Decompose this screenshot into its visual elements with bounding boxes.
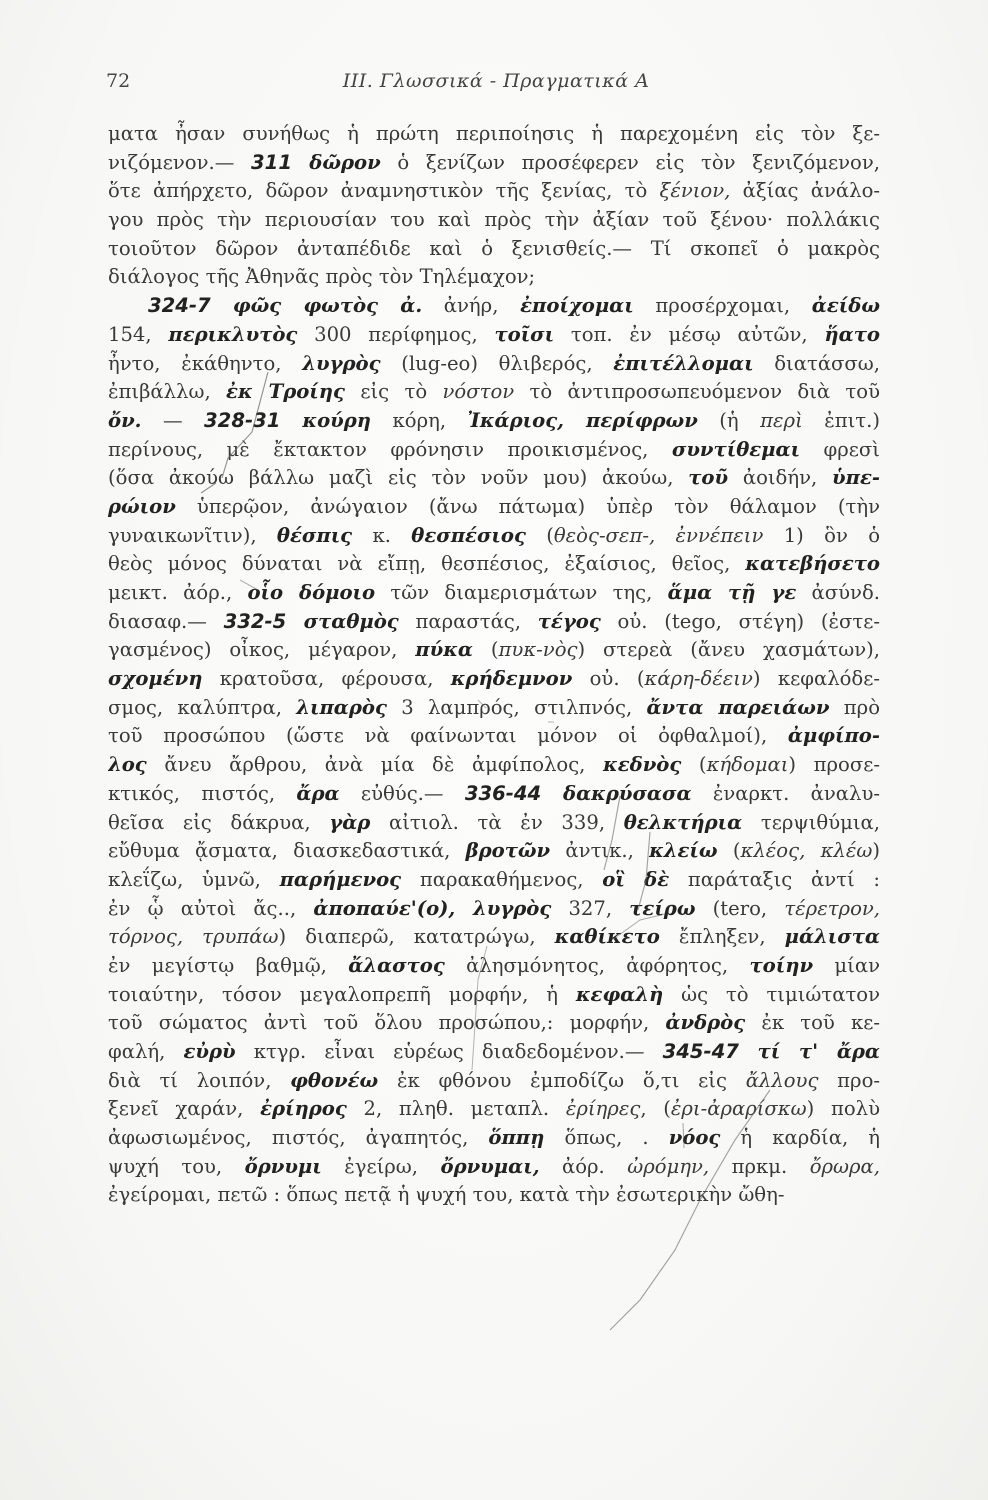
text-segment: κ. — [352, 523, 412, 547]
headword: δῶρον — [309, 150, 381, 174]
headword: κάρη-δέειν — [644, 667, 753, 691]
verse-reference: 324-7 — [148, 294, 233, 318]
headword: νόος — [668, 1126, 721, 1150]
headword: κλέος, κλέω — [740, 839, 873, 863]
text-segment: ) στερεὰ (ἄνευ χασμάτων), — [577, 638, 880, 662]
text-line — [108, 1038, 880, 1067]
text-segment: (ἡ — [697, 408, 761, 432]
commentary-text — [108, 120, 880, 1210]
headword: τοίην — [749, 953, 814, 977]
running-title: ΙΙΙ. Γλωσσικά - Πραγματικά Α — [342, 70, 650, 92]
text-segment: ἐκ τοῦ κε- — [745, 1011, 880, 1035]
text-segment: κρατοῦσα, φέρουσα, — [202, 667, 451, 691]
headword: ἄλαστος — [348, 953, 445, 977]
text-segment: εὔθυμα ᾄσματα, διασκεδαστικά, — [108, 839, 466, 863]
headword: ὄρνυμι — [244, 1154, 322, 1178]
text-segment: κτγρ. εἶναι εὑρέως διαδεδομένον.— — [235, 1040, 663, 1063]
headword: τέγος — [537, 609, 601, 633]
text-segment: αἰτιολ. τὰ ἐν 339, — [370, 810, 624, 834]
text-line — [108, 378, 880, 407]
text-segment: θεὸς μόνος δύναται νὰ εἴπῃ, θεσπέσιος, ἐξαίσιος, θεῖος, — [108, 552, 746, 576]
headword: θελκτήρια — [623, 810, 743, 834]
text-segment: ἀφωσιωμένος, πιστός, ἀγαπητός, — [108, 1126, 489, 1150]
text-segment: τοῦ προσώπου (ὥστε νὰ φαίνωνται μόνον οἱ ὀφθαλμοί), — [108, 724, 788, 748]
headword: μάλιστα — [784, 925, 880, 949]
headword: Ἰκάριος, περίφρων — [467, 408, 698, 432]
page-header — [106, 70, 886, 100]
text-segment: ( — [525, 523, 554, 547]
headword: ρώιον — [108, 494, 176, 518]
text-segment: μεικτ. ἀόρ., — [108, 581, 248, 604]
text-line — [108, 464, 880, 493]
text-segment: ( — [681, 753, 707, 777]
headword: κρήδεμνον — [450, 667, 573, 691]
text-line — [108, 809, 880, 838]
text-segment: ἀλησμόνητος, ἀφόρητος, — [444, 953, 750, 977]
text-segment: ( — [472, 638, 499, 662]
headword: συντίθεμαι — [671, 437, 801, 461]
text-segment: ) διαπερῶ, κατατρώγω, — [278, 925, 555, 949]
headword: σχομένη — [108, 667, 203, 691]
headword: ἀνδρὸς — [665, 1011, 746, 1035]
text-segment: ἀντικ., — [550, 839, 650, 863]
text-segment: ἀόρ. — [539, 1154, 628, 1178]
text-segment: (ὅσα ἀκούω βάλλω μαζὶ εἰς τὸν νοῦν μου) ἀκούω, — [108, 466, 689, 490]
headword: τοῖσι — [494, 322, 555, 346]
headword: πύκα — [415, 638, 473, 662]
text-segment: (lug-eo) θλιβερός, — [380, 351, 614, 375]
text-segment: ) πολὺ — [806, 1097, 880, 1121]
text-segment: γασμένος) οἶκος, μέγαρον, — [108, 638, 416, 662]
text-segment: γυναικωνῖτιν), — [108, 523, 277, 547]
headword: ὑπε- — [832, 466, 880, 490]
headword: θέσπις — [276, 523, 353, 547]
text-line — [108, 751, 880, 780]
text-segment: διατάσσω, — [753, 351, 880, 375]
text-segment: περίνους, μὲ ἔκτακτον φρόνησιν προικισμένος, — [108, 437, 672, 461]
text-segment: τοπ. ἐν μέσῳ αὐτῶν, — [554, 322, 825, 346]
text-line — [108, 177, 880, 206]
headword: θεὸς-σεπ-, ἐννέπειν — [553, 523, 764, 547]
headword: κούρη — [302, 408, 372, 432]
text-line — [108, 1067, 880, 1096]
text-segment: τοιοῦτον δῶρον ἀνταπέδιδε καὶ ὁ ξενισθείς.— Τί σκοπεῖ ὁ μακρὸς — [108, 236, 880, 260]
headword: ὄν. — [108, 408, 142, 432]
text-segment: διὰ τί λοιπόν, — [108, 1068, 291, 1092]
text-segment: τῶν διαμερισμάτων της, — [375, 581, 668, 604]
text-line — [108, 321, 880, 350]
text-segment: ἐπιτ.) — [802, 408, 880, 432]
text-segment: ἐν μεγίστῳ βαθμῷ, — [108, 953, 349, 977]
headword: κλείω — [649, 839, 718, 863]
text-segment: διάλογος τῆς Ἀθηνᾶς πρὸς τὸν Τηλέμαχον; — [108, 265, 536, 289]
headword: παρήμενος — [279, 867, 402, 891]
headword: γὰρ — [329, 810, 371, 834]
page-number: 72 — [106, 70, 131, 92]
text-line — [108, 608, 880, 637]
text-segment: 327, — [551, 896, 630, 920]
headword: περὶ — [760, 408, 803, 432]
headword: λος — [108, 753, 147, 777]
text-segment: ξενεῖ χαράν, — [108, 1097, 261, 1121]
text-segment: τερψιθύμια, — [742, 810, 880, 834]
text-segment: προ- — [818, 1068, 880, 1092]
text-segment: εὐθύς.— — [339, 781, 465, 805]
headword: ἥατο — [824, 322, 880, 346]
text-segment: παράταξις ἀντί : — [669, 867, 880, 891]
headword: τέρετρον, — [784, 896, 880, 920]
verse-reference: 336-44 — [464, 781, 564, 805]
headword: ὅππῃ — [488, 1126, 545, 1150]
text-segment: ἐγείρω, — [321, 1154, 441, 1178]
text-segment: ἀοιδήν, — [728, 466, 833, 490]
text-segment: ἐν ᾧ αὐτοὶ ἄς.., — [108, 896, 314, 920]
verse-reference: 328-31 — [204, 408, 303, 432]
headword: πυκ-νὸς — [498, 638, 578, 662]
text-segment: ὅπως, . — [544, 1126, 669, 1150]
headword: κεδνὸς — [603, 753, 682, 777]
text-segment: ἔπληξεν, — [659, 925, 785, 949]
text-segment: 300 περίφημος, — [297, 322, 495, 346]
text-line — [108, 780, 880, 809]
headword: ἄντα παρειάων — [646, 695, 830, 719]
text-segment: ὑπερῷον, ἀνώγαιον (ἄνω πάτωμα) ὑπὲρ τὸν θάλαμον (τὴν — [175, 494, 880, 518]
text-line — [108, 292, 880, 321]
text-line — [108, 120, 880, 149]
headword: τόρνος, τρυπάω — [108, 925, 279, 949]
text-segment: οὐ. ( — [572, 667, 645, 691]
headword: τί τ' ἄρα — [757, 1040, 880, 1063]
headword: ἄλλους — [745, 1068, 819, 1092]
text-line — [108, 206, 880, 235]
text-segment: φαλή, — [108, 1040, 184, 1063]
text-line — [108, 550, 880, 579]
text-line — [108, 895, 880, 924]
headword: λιπαρὸς — [296, 695, 387, 719]
verse-reference: 311 — [251, 150, 310, 174]
text-line — [108, 149, 880, 178]
text-segment: φρεσὶ — [800, 437, 880, 461]
text-line — [108, 636, 880, 665]
headword: θεσπέσιος — [411, 523, 526, 547]
text-line — [108, 407, 880, 436]
headword: τοῦ — [688, 466, 729, 490]
headword: δακρύσασα — [563, 781, 692, 805]
text-segment: ἡ καρδία, ἡ — [720, 1126, 880, 1150]
text-segment: γου πρὸς τὴν περιουσίαν του καὶ πρὸς τὴν ἀξίαν τοῦ ξένου· πολλάκις — [108, 208, 880, 232]
text-segment: , ( — [640, 1097, 671, 1121]
headword: φθονέω — [290, 1068, 379, 1092]
headword: λυγρὸς — [302, 351, 381, 375]
headword: ἅμα τῇ γε — [667, 581, 797, 604]
headword: ἀμφίπο- — [787, 724, 880, 748]
text-segment: μίαν — [813, 953, 880, 977]
headword: νόστον — [442, 380, 515, 404]
text-line — [108, 579, 880, 608]
headword: ἐρίηρες — [565, 1097, 641, 1121]
headword: ἐρίηρος — [260, 1097, 347, 1121]
text-segment: ἐναρκτ. ἀναλυ- — [691, 781, 880, 805]
headword: κεφαλὴ — [575, 982, 664, 1006]
text-segment: τοῦ σώματος ἀντὶ τοῦ ὅλου προσώπου,: μορφήν, — [108, 1011, 666, 1035]
text-line — [108, 1181, 880, 1210]
text-segment: νιζόμενον.— — [108, 150, 252, 174]
verse-reference: 332-5 — [223, 609, 304, 633]
headword: σταθμὸς — [303, 609, 399, 633]
text-segment: κλεΐζω, ὑμνῶ, — [108, 867, 280, 891]
headword: εὐρὺ — [183, 1040, 236, 1063]
text-segment: ἀσύνδ. — [796, 581, 880, 604]
headword: περικλυτὸς — [168, 322, 298, 346]
text-segment: ὡς τὸ τιμιώτατον — [663, 982, 880, 1006]
text-segment: 154, — [108, 322, 169, 346]
text-line — [108, 1124, 880, 1153]
headword: ὄρνυμαι, — [440, 1154, 540, 1178]
text-segment: παραστάς, — [398, 609, 538, 633]
headword: φῶς φωτὸς ἀ. — [232, 294, 423, 318]
text-segment: ) προσε- — [788, 753, 880, 777]
headword: οἷο δόμοιο — [247, 581, 376, 604]
text-segment: θεῖσα εἰς δάκρυα, — [108, 810, 330, 834]
headword: ἀείδω — [811, 294, 880, 318]
text-segment: ἀνήρ, — [422, 294, 521, 318]
text-segment: (tero, — [695, 896, 785, 920]
text-segment: ἐπιβάλλω, — [108, 380, 227, 404]
text-segment: ἐγείρομαι, πετῶ : ὅπως πετᾷ ἡ ψυχή του, κατὰ τὴν ἐσωτερικὴν ὤθη- — [108, 1183, 785, 1207]
text-line — [108, 350, 880, 379]
text-line — [108, 694, 880, 723]
headword: ὄρωρα, — [809, 1154, 880, 1178]
text-line — [108, 436, 880, 465]
text-line — [108, 665, 880, 694]
headword: ἐρι-ἀραρίσκω — [670, 1097, 807, 1121]
headword: τείρω — [629, 896, 696, 920]
headword: βροτῶν — [465, 839, 551, 863]
text-segment: οὐ. (tego, στέγη) (ἐστε- — [600, 609, 880, 633]
text-segment: πρκμ. — [709, 1154, 810, 1178]
text-line — [108, 837, 880, 866]
text-segment: ὅτε ἀπήρχετο, δῶρον ἀναμνηστικὸν τῆς ξενίας, τὸ — [108, 179, 660, 203]
text-segment: τὸ ἀντιπροσωπευόμενον διὰ τοῦ — [514, 380, 880, 404]
headword: ἐπιτέλλομαι — [613, 351, 754, 375]
text-line — [108, 923, 880, 952]
text-segment: 2, πληθ. μεταπλ. — [346, 1097, 566, 1121]
text-segment: 1) ὃν ὁ — [763, 523, 880, 547]
text-segment: εἰς τὸ — [344, 380, 443, 404]
text-line — [108, 235, 880, 264]
text-segment: 3 λαμπρός, στιλπνός, — [386, 695, 647, 719]
headword: ξένιον, — [659, 179, 731, 203]
text-segment: ἦντο, ἐκάθηντο, — [108, 351, 303, 375]
text-segment: ματα ἦσαν συνήθως ἡ πρώτη περιποίησις ἡ παρεχομένη εἰς τὸν ξε- — [108, 122, 880, 145]
text-segment: ἄνευ ἄρθρου, ἀνὰ μία δὲ ἀμφίπολος, — [146, 753, 604, 777]
headword: οἳ δὲ — [602, 867, 670, 891]
text-line — [108, 722, 880, 751]
headword: κατεβήσετο — [745, 552, 880, 576]
text-segment: διασαφ.— — [108, 609, 224, 633]
text-segment: ψυχή του, — [108, 1154, 245, 1178]
text-segment: παρακαθήμενος, — [401, 867, 603, 891]
text-line — [108, 1153, 880, 1182]
headword: καθίκετο — [554, 925, 660, 949]
text-line — [108, 866, 880, 895]
text-segment: ἐκ φθόνου ἐμποδίζω ὅ,τι εἰς — [378, 1068, 746, 1092]
text-line — [108, 493, 880, 522]
text-line — [108, 522, 880, 551]
headword: ἐποίχομαι — [520, 294, 634, 318]
text-line — [108, 1095, 880, 1124]
text-line — [108, 952, 880, 981]
text-segment: ὁ ξενίζων προσέφερεν εἰς τὸν ξενιζόμενον, — [380, 150, 880, 174]
text-segment: κτικός, πιστός, — [108, 781, 297, 805]
headword: ὠρόμην, — [627, 1154, 710, 1178]
text-segment: σμος, καλύπτρα, — [108, 695, 297, 719]
text-segment: ) — [872, 839, 880, 863]
verse-reference: 345-47 — [662, 1040, 758, 1063]
text-segment: ( — [717, 839, 741, 863]
text-segment: πρὸ — [829, 695, 880, 719]
text-segment: κόρη, — [371, 408, 468, 432]
headword: ἐκ Τροίης — [226, 380, 345, 404]
text-segment: ἀξίας ἀνάλο- — [730, 179, 880, 203]
headword: ἄρα — [296, 781, 340, 805]
text-segment: ) κεφαλόδε- — [752, 667, 880, 691]
text-segment: προσέρχομαι, — [633, 294, 812, 318]
text-segment: τοιαύτην, τόσον μεγαλοπρεπῆ μορφήν, ἡ — [108, 982, 576, 1006]
text-segment: — — [141, 408, 205, 432]
text-line — [108, 263, 880, 292]
text-line — [108, 981, 880, 1010]
headword: ἀποπαύε'(ο), λυγρὸς — [313, 896, 552, 920]
headword: κήδομαι — [706, 753, 789, 777]
text-line — [108, 1009, 880, 1038]
